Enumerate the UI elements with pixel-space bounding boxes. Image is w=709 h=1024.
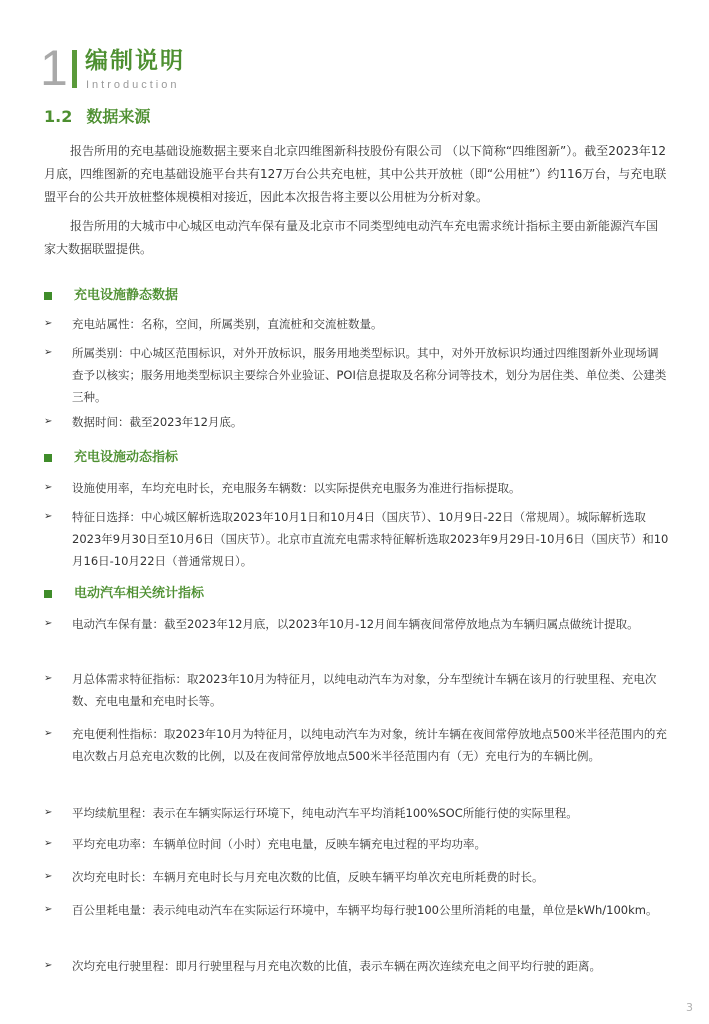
arrow-bullet-icon: ➢	[44, 904, 53, 915]
list-item: ➢ 平均续航里程：表示在车辆实际运行环境下，纯电动汽车平均消耗100%SOC所能行使的实际里程。	[44, 802, 669, 824]
arrow-bullet-icon: ➢	[44, 482, 53, 493]
chapter-header	[40, 40, 340, 96]
arrow-bullet-icon: ➢	[44, 416, 53, 427]
arrow-bullet-icon: ➢	[44, 960, 53, 971]
arrow-bullet-icon: ➢	[44, 318, 53, 329]
page-number: 3	[686, 1001, 693, 1014]
section-heading	[44, 105, 150, 129]
arrow-bullet-icon: ➢	[44, 673, 53, 684]
list-item: ➢ 充电便利性指标：取2023年10月为特征月，以纯电动汽车为对象，统计车辆在夜间常停放地点500米半径范围内的充电次数占月总充电次数的比例，以及在夜间常停放地点500米半径范围内有（无）充电行为的车辆比例。	[44, 723, 669, 767]
arrow-bullet-icon: ➢	[44, 838, 53, 849]
square-bullet-icon	[44, 454, 52, 462]
list-item: ➢ 数据时间：截至2023年12月底。	[44, 411, 669, 433]
section-number: 1.2	[44, 107, 73, 126]
square-bullet-icon	[44, 590, 52, 598]
chapter-subtitle: Introduction	[86, 79, 180, 91]
list-item: ➢ 次均充电时长：车辆月充电时长与月充电次数的比值，反映车辆平均单次充电所耗费的时长。	[44, 866, 669, 888]
arrow-bullet-icon: ➢	[44, 618, 53, 629]
list-item: ➢ 所属类别：中心城区范围标识，对外开放标识，服务用地类型标识。其中，对外开放标识均通过四维图新外业现场调查予以核实；服务用地类型标识主要综合外业验证、POI信息提取及名称分词等技术，划分为居住类、单位类、公建类三种。	[44, 342, 669, 408]
square-bullet-icon	[44, 292, 52, 300]
list-item: ➢ 设施使用率，车均充电时长，充电服务车辆数：以实际提供充电服务为准进行指标提取。	[44, 477, 669, 499]
arrow-bullet-icon: ➢	[44, 871, 53, 882]
arrow-bullet-icon: ➢	[44, 511, 53, 522]
chapter-accent-bar	[72, 50, 77, 88]
arrow-bullet-icon: ➢	[44, 728, 53, 739]
list-item: ➢ 特征日选择：中心城区解析选取2023年10月1日和10月4日（国庆节）、10月9日-22日（常规周）。城际解析选取2023年9月30日至10月6日（国庆节）。北京市直流充电需求特征解析选取2023年9月29日-10月6日（国庆节）和10月16日-10月22日（普通常规日）。	[44, 506, 669, 572]
list-item: ➢ 平均充电功率：车辆单位时间（小时）充电电量，反映车辆充电过程的平均功率。	[44, 833, 669, 855]
list-item: ➢ 电动汽车保有量：截至2023年12月底，以2023年10月-12月间车辆夜间常停放地点为车辆归属点做统计提取。	[44, 613, 669, 635]
paragraph: 报告所用的大城市中心城区电动汽车保有量及北京市不同类型纯电动汽车充电需求统计指标主要由新能源汽车国家大数据联盟提供。	[44, 219, 659, 256]
arrow-bullet-icon: ➢	[44, 347, 53, 358]
list-item: ➢ 月总体需求特征指标：取2023年10月为特征月，以纯电动汽车为对象，分车型统计车辆在该月的行驶里程、充电次数、充电电量和充电时长等。	[44, 668, 669, 712]
list-item: ➢ 充电站属性：名称，空间，所属类别，直流桩和交流桩数量。	[44, 313, 669, 335]
section-title: 数据来源	[86, 107, 151, 126]
chapter-number: 1	[40, 40, 68, 96]
chapter-title: 编制说明	[85, 48, 185, 74]
list-item: ➢ 次均充电行驶里程：即月行驶里程与月充电次数的比值，表示车辆在两次连续充电之间平均行驶的距离。	[44, 955, 669, 977]
paragraph: 报告所用的充电基础设施数据主要来自北京四维图新科技股份有限公司 （以下简称“四维图新”）。截至2023年12月底，四维图新的充电基础设施平台共有127万台公共充电桩，其中公共开放桩（即“公用桩”）约116万台，与充电联盟平台的公共开放桩整体规模相对接近，因此本次报告将主要以公用桩为分析对象。	[44, 144, 667, 204]
arrow-bullet-icon: ➢	[44, 807, 53, 818]
list-item: ➢ 百公里耗电量：表示纯电动汽车在实际运行环境中，车辆平均每行驶100公里所消耗的电量，单位是kWh/100km。	[44, 899, 669, 921]
